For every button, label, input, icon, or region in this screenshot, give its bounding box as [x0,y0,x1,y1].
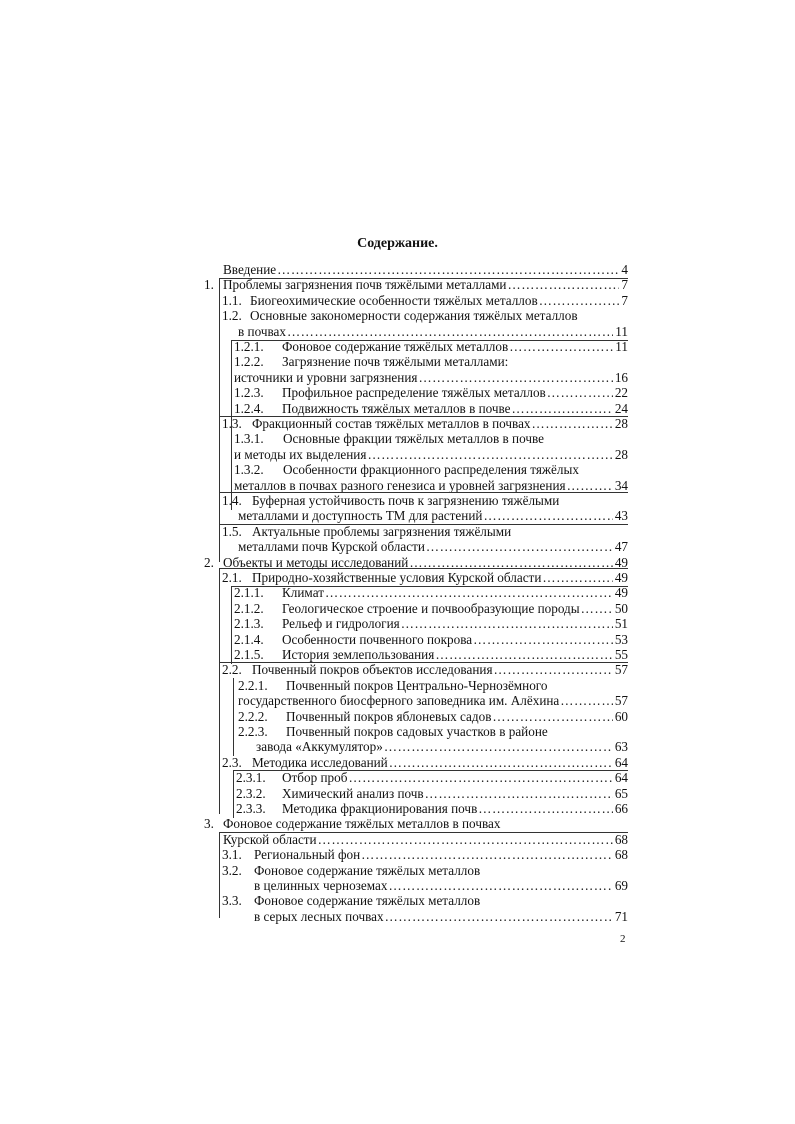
toc-entry-title: Региональный фон [254,847,361,862]
table-of-contents [0,262,795,922]
toc-entry-title: Курской области [223,832,317,847]
dot-leader [478,801,613,817]
toc-entry[interactable] [254,847,628,863]
tree-rule [233,770,628,771]
dot-leader [389,755,613,771]
toc-entry-page: 11 [615,339,628,354]
toc-entry-title: Основные фракции тяжёлых металлов в почве [283,431,544,446]
toc-entry-page: 60 [614,709,628,724]
toc-number: 1.3. [222,416,242,431]
dot-leader [318,832,613,848]
toc-entry[interactable] [282,585,628,601]
toc-entry-title: Фоновое содержание тяжёлых металлов в почвах [223,816,501,831]
toc-number: 2.1.1. [234,585,264,600]
toc-entry[interactable] [238,508,628,524]
toc-entry-title: Особенности почвенного покрова [282,632,473,647]
toc-entry-title: Буферная устойчивость почв к загрязнению тяжёлыми [252,493,560,508]
toc-entry[interactable] [234,370,628,386]
toc-entry-title: Природно-хозяйственные условия Курской области [252,570,542,585]
dot-leader [384,739,613,755]
toc-entry-title: Профильное распределение тяжёлых металлов [282,385,546,400]
toc-entry-title: источники и уровни загрязнения [234,370,418,385]
dot-leader [277,262,619,278]
toc-entry-page: 66 [614,801,628,816]
dot-leader [325,585,613,601]
toc-number: 2.3.1. [236,770,266,785]
toc-entry-page: 16 [614,370,628,385]
dot-leader [473,632,613,648]
toc-entry[interactable] [286,724,548,740]
toc-entry[interactable] [223,816,500,832]
toc-number: 2.3.3. [236,801,266,816]
toc-entry[interactable] [282,601,628,617]
toc-entry[interactable] [256,739,628,755]
toc-entry-title: и методы их выделения [234,447,367,462]
toc-entry[interactable] [252,570,628,586]
toc-entry-page: 43 [614,508,628,523]
toc-entry-title: Особенности фракционного распределения тяжёлых [283,462,579,477]
toc-entry-title: Почвенный покров яблоневых садов [286,709,492,724]
toc-entry-page: 57 [614,662,628,677]
toc-entry-title: Почвенный покров садовых участков в районе [286,724,548,739]
toc-entry-page: 65 [614,786,628,801]
tree-rule [233,770,234,818]
toc-entry-title: Фоновое содержание тяжёлых металлов [254,863,481,878]
toc-entry-title: Загрязнение почв тяжёлыми металлами: [282,354,509,369]
toc-number: 1.3.1. [234,431,264,446]
toc-entry-title: Актуальные проблемы загрязнения тяжёлыми [252,524,512,539]
toc-entry-title: Фракционный состав тяжёлых металлов в почвах [252,416,531,431]
toc-entry-title: Фоновое содержание тяжёлых металлов [282,339,509,354]
dot-leader [492,709,612,725]
dot-leader [539,293,620,309]
toc-entry-title: Отбор проб [282,770,348,785]
toc-entry[interactable] [282,616,628,632]
toc-number: 2.2. [222,662,242,677]
toc-entry[interactable] [254,878,628,894]
toc-entry-page: 24 [614,401,628,416]
toc-number: 2.2.3. [238,724,268,739]
toc-entry-title: в почвах [238,324,286,339]
toc-entry[interactable] [282,801,628,817]
dot-leader [547,385,613,401]
toc-entry-page: 63 [614,739,628,754]
toc-entry-page: 69 [614,878,628,893]
toc-entry-title: Методика исследований [252,755,388,770]
toc-entry-title: Введение [223,262,277,277]
toc-entry[interactable] [282,647,628,663]
tree-rule [231,340,232,432]
dot-leader [483,508,612,524]
tree-rule [231,586,628,587]
toc-entry-page: 47 [614,539,628,554]
toc-entry-page: 4 [621,262,628,277]
dot-leader [494,662,613,678]
toc-entry-page: 53 [614,632,628,647]
dot-leader [367,447,612,463]
toc-number: 1.1. [222,293,242,308]
toc-entry-title: Почвенный покров объектов исследования [252,662,493,677]
tree-rule [219,568,220,814]
toc-number: 1.2.2. [234,354,264,369]
toc-number: 3.3. [222,893,242,908]
toc-entry-title: Химический анализ почв [282,786,424,801]
dot-leader [425,786,613,802]
tree-rule [219,492,628,493]
toc-entry-title: металлами и доступность ТМ для растений [238,508,483,523]
toc-entry-page: 49 [614,585,628,600]
toc-entry[interactable] [238,539,628,555]
toc-entry-page: 68 [614,847,628,862]
toc-entry[interactable] [252,755,628,771]
toc-number: 2.2.2. [238,709,268,724]
toc-entry[interactable] [252,662,628,678]
toc-entry-page: 22 [614,385,628,400]
toc-entry[interactable] [286,709,628,725]
toc-entry[interactable] [282,401,628,417]
toc-entry-title: Подвижность тяжёлых металлов в почве [282,401,511,416]
dot-leader [512,401,613,417]
toc-entry-page: 7 [621,277,628,292]
toc-entry[interactable] [282,786,628,802]
dot-leader [532,416,613,432]
toc-number: 3. [204,816,214,831]
toc-entry-page: 64 [614,755,628,770]
toc-entry-page: 68 [614,832,628,847]
toc-number: 2.1.2. [234,601,264,616]
tree-rule [231,340,628,341]
dot-leader [560,693,613,709]
toc-number: 1.4. [222,493,242,508]
toc-entry-page: 28 [614,416,628,431]
toc-entry-page: 49 [614,555,628,570]
toc-number: 1.2.3. [234,385,264,400]
tree-rule [231,432,232,510]
toc-entry-title: в целинных черноземах [254,878,388,893]
tree-rule [219,832,628,833]
toc-entry-page: 49 [614,570,628,585]
toc-number: 3.1. [222,847,242,862]
dot-leader [401,616,613,632]
toc-entry[interactable] [252,416,628,432]
page-title: Содержание. [357,236,438,251]
toc-entry-title: Объекты и методы исследований [223,555,409,570]
toc-entry[interactable] [282,385,628,401]
toc-entry[interactable] [282,770,628,786]
toc-entry-page: 55 [614,647,628,662]
toc-entry[interactable] [238,324,628,340]
toc-number: 1. [204,277,214,292]
toc-entry-title: Методика фракционирования почв [282,801,478,816]
toc-entry-page: 50 [614,601,628,616]
dot-leader [581,601,613,617]
toc-entry[interactable] [283,462,579,478]
tree-rule [219,416,628,417]
toc-entry-page: 51 [614,616,628,631]
toc-entry[interactable] [254,909,628,925]
toc-entry-page: 34 [614,478,628,493]
tree-rule [219,278,628,279]
toc-entry[interactable] [223,832,628,848]
toc-number: 1.2.4. [234,401,264,416]
toc-entry[interactable] [250,293,628,309]
toc-entry-page: 11 [615,324,628,339]
toc-entry[interactable] [223,277,628,293]
toc-number: 1.2. [222,308,242,323]
toc-number: 2.1.4. [234,632,264,647]
toc-entry-title: Биогеохимические особенности тяжёлых металлов [250,293,538,308]
dot-leader [418,370,612,386]
toc-entry[interactable] [252,524,511,540]
dot-leader [542,570,612,586]
toc-entry[interactable] [234,447,628,463]
tree-rule [219,568,628,569]
toc-entry-page: 7 [621,293,628,308]
toc-number: 1.5. [222,524,242,539]
dot-leader [435,647,613,663]
tree-rule [231,586,232,664]
tree-rule [219,832,220,918]
toc-entry[interactable] [282,632,628,648]
toc-entry-title: Рельеф и гидрология [282,616,400,631]
dot-leader [348,770,612,786]
toc-entry[interactable] [252,493,559,509]
tree-rule [219,524,628,525]
dot-leader [509,339,613,355]
toc-entry-title: Основные закономерности содержания тяжёлых металлов [250,308,578,323]
dot-leader [388,878,612,894]
toc-entry-title: металлов в почвах разного генезиса и уровней загрязнения [234,478,566,493]
toc-entry-page: 64 [614,770,628,785]
toc-entry[interactable] [282,354,508,370]
toc-entry-page: 28 [614,447,628,462]
toc-entry-title: Фоновое содержание тяжёлых металлов [254,893,481,908]
toc-entry[interactable] [238,693,628,709]
toc-number: 2.1.5. [234,647,264,662]
toc-entry[interactable] [254,863,480,879]
page-number: 2 [620,933,626,945]
toc-number: 1.3.2. [234,462,264,477]
toc-entry-title: Проблемы загрязнения почв тяжёлыми металлами [223,277,507,292]
toc-number: 2.1. [222,570,242,585]
toc-entry-title: в серых лесных почвах [254,909,384,924]
tree-rule [219,278,220,562]
toc-number: 2.1.3. [234,616,264,631]
toc-entry[interactable] [250,308,578,324]
toc-number: 2.2.1. [238,678,268,693]
dot-leader [385,909,613,925]
toc-entry[interactable] [283,431,544,447]
toc-entry-title: Климат [282,585,324,600]
toc-number: 3.2. [222,863,242,878]
toc-number: 1.2.1. [234,339,264,354]
dot-leader [426,539,613,555]
toc-number: 2.3.2. [236,786,266,801]
toc-entry-title: Почвенный покров Центрально-Чернозёмного [286,678,548,693]
toc-number: 2. [204,555,214,570]
toc-entry-title: История землепользования [282,647,435,662]
tree-rule [233,678,234,756]
toc-entry-page: 71 [614,909,628,924]
toc-entry-title: завода «Аккумулятор» [256,739,383,754]
toc-entry-title: государственного биосферного заповедника им. Алёхина [238,693,560,708]
toc-entry-title: Геологическое строение и почвообразующие породы [282,601,580,616]
toc-entry[interactable] [223,262,628,278]
dot-leader [287,324,613,340]
toc-entry-title: металлами почв Курской области [238,539,425,554]
toc-number: 2.3. [222,755,242,770]
toc-entry[interactable] [282,339,628,355]
tree-rule [219,662,628,663]
toc-entry-page: 57 [614,693,628,708]
dot-leader [361,847,613,863]
toc-entry[interactable] [286,678,547,694]
toc-entry[interactable] [254,893,480,909]
dot-leader [508,277,620,293]
